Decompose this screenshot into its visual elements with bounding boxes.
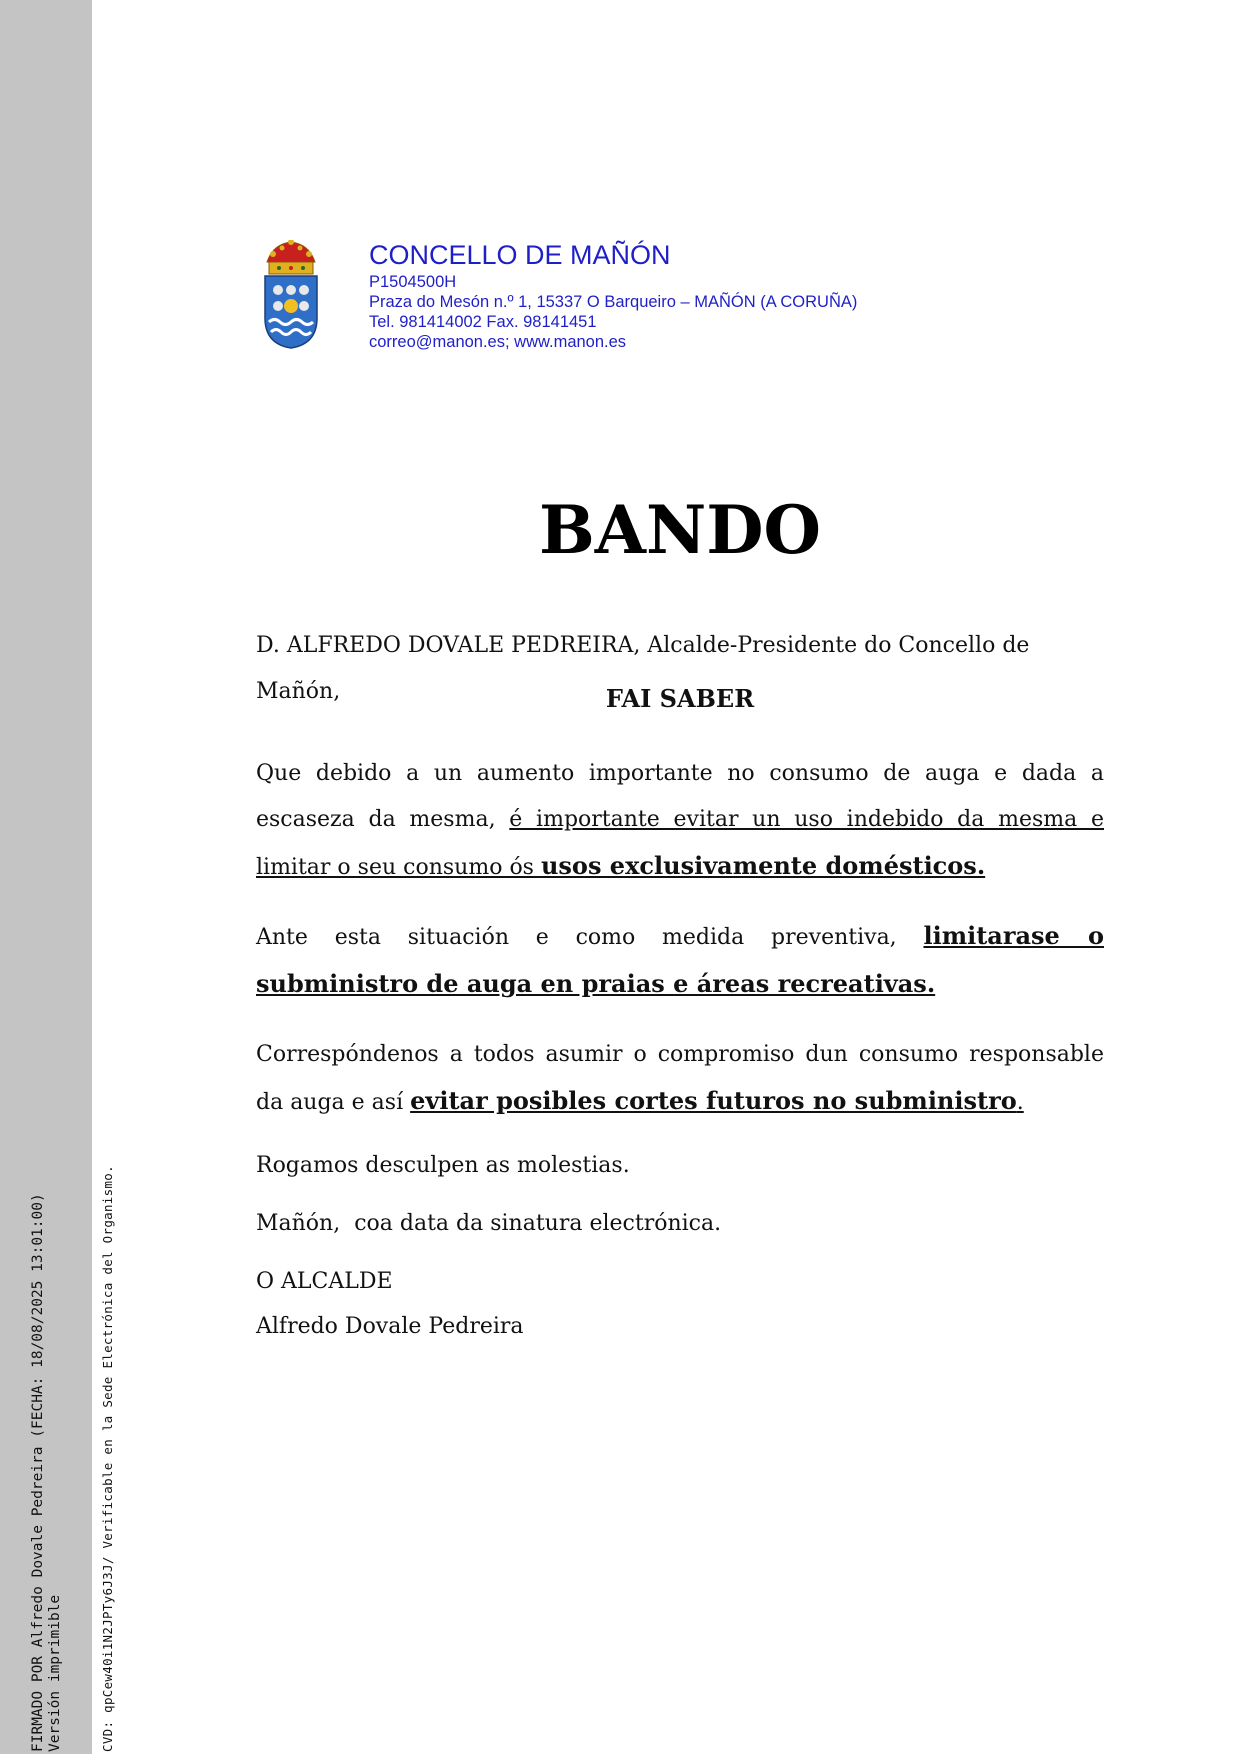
intro-paragraph: D. ALFREDO DOVALE PEDREIRA, Alcalde-Presidente do Concello de Mañón, <box>256 633 1030 704</box>
paragraph-4 <box>256 1143 1104 1189</box>
p1-bold-underlined: usos exclusivamente domésticos. <box>540 851 986 880</box>
org-phone-fax: Tel. 981414002 Fax. 98141451 <box>369 313 597 331</box>
p2-bold-underlined: limitarase o subministro de auga en praias e áreas recreativas. <box>256 921 1104 998</box>
printable-version-text: Versión imprimible <box>47 1594 63 1752</box>
signature-role <box>256 1259 1104 1305</box>
org-name: CONCELLO DE MAÑÓN <box>369 240 671 270</box>
p2-text: Ante esta situación e como medida preventiva, <box>256 925 924 950</box>
fai-saber-heading: FAI SABER <box>605 684 755 713</box>
letterhead <box>369 238 857 352</box>
p3-text: Correspóndenos a todos asumir o compromiso dun consumo responsable da auga e así <box>256 1042 1104 1115</box>
p3-period: . <box>1016 1090 1024 1115</box>
p3-bold-underlined: evitar posibles cortes futuros no subministro <box>410 1086 1017 1115</box>
org-address: Praza do Mesón n.º 1, 15337 O Barqueiro – MAÑÓN (A CORUÑA) <box>369 293 858 311</box>
paragraph-1 <box>256 751 1104 891</box>
p1-text: Que debido a un aumento importante no consumo de auga e dada a escaseza da mesma, <box>256 761 1104 832</box>
signer-role: O ALCALDE <box>256 1269 393 1294</box>
cvd-verification-text: CVD: qpCew40i1N2JPTy6J3J/ Verificable en la Sede Electrónica del Organismo. <box>100 1165 115 1752</box>
p5-text: Mañón, coa data da sinatura electrónica. <box>256 1211 722 1236</box>
document-title: BANDO <box>538 491 822 569</box>
signature-name <box>256 1304 1104 1350</box>
signature-sidebar <box>0 0 92 1754</box>
p4-text: Rogamos desculpen as molestias. <box>256 1153 630 1178</box>
signer-name: Alfredo Dovale Pedreira <box>256 1314 524 1339</box>
paragraph-2 <box>256 913 1104 1009</box>
paragraph-5 <box>256 1201 1104 1247</box>
p1-underlined: é importante evitar un uso indebido da mesma e limitar o seu consumo ós <box>256 807 1104 880</box>
org-contact: correo@manon.es; www.manon.es <box>369 333 627 351</box>
paragraph-3 <box>256 1032 1104 1126</box>
coat-of-arms-icon <box>259 240 323 350</box>
signed-by-text: FIRMADO POR Alfredo Dovale Pedreira (FECHA: 18/08/2025 13:01:00) <box>30 1193 46 1752</box>
org-cif: P1504500H <box>369 273 457 291</box>
